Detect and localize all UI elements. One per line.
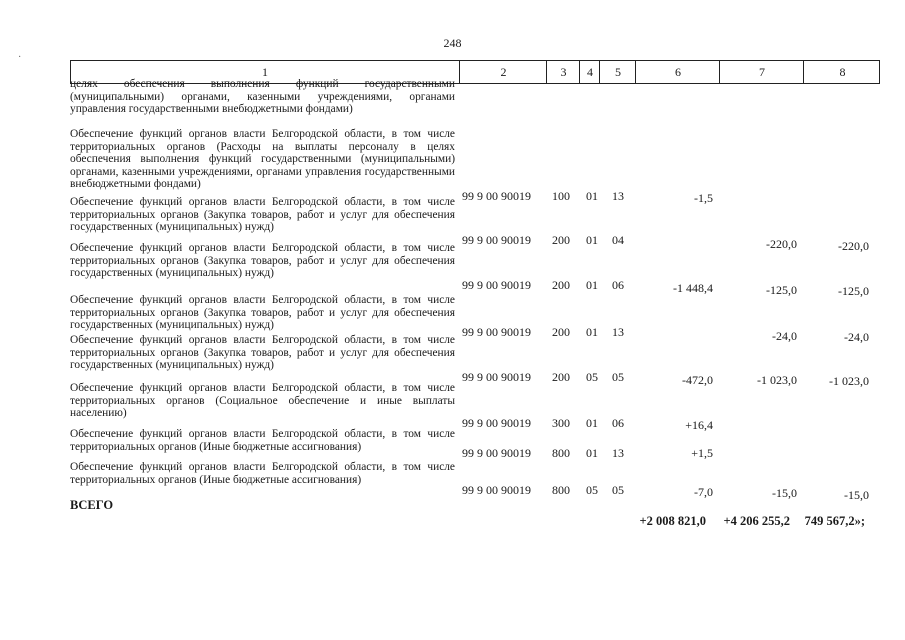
row-code: 99 9 00 90019 [462, 483, 531, 497]
header-col-2: 2 [459, 61, 547, 83]
row-description: Обеспечение функций органов власти Белгородской области, в том числе территориальных органов (Расходы на выплаты персоналу в целях обеспечения выполнения функций государственными (муниципальными) органами, казенными учреждениями, органами управления государственными внебюджетными фондами) [70, 128, 455, 190]
row-type: 200 [552, 233, 570, 247]
row-description: Обеспечение функций органов власти Белгородской области, в том числе территориальных органов (Иные бюджетные ассигнования) [70, 428, 455, 453]
row-col8: -125,0 [838, 284, 869, 298]
row-subsection: 06 [612, 416, 624, 430]
row-code: 99 9 00 90019 [462, 416, 531, 430]
row-col6: -1 448,4 [673, 281, 713, 295]
row-type: 100 [552, 189, 570, 203]
row-description: Обеспечение функций органов власти Белгородской области, в том числе территориальных органов (Социальное обеспечение и иные выплаты населению) [70, 382, 455, 419]
margin-mark: · [18, 52, 22, 63]
row-type: 300 [552, 416, 570, 430]
total-col7: +4 206 255,2 [723, 514, 790, 528]
row-description: Обеспечение функций органов власти Белгородской области, в том числе территориальных органов (Закупка товаров, работ и услуг для обеспечения государственных (муниципальных) нужд) [70, 294, 455, 331]
row-description: Обеспечение функций органов власти Белгородской области, в том числе территориальных органов (Иные бюджетные ассигнования) [70, 461, 455, 486]
row-type: 800 [552, 446, 570, 460]
row-col8: -220,0 [838, 239, 869, 253]
row-description: Обеспечение функций органов власти Белгородской области, в том числе территориальных органов (Закупка товаров, работ и услуг для обеспечения государственных (муниципальных) нужд) [70, 334, 455, 371]
row-subsection: 05 [612, 483, 624, 497]
row-code: 99 9 00 90019 [462, 370, 531, 384]
header-col-7: 7 [719, 61, 804, 83]
row-section: 01 [586, 325, 598, 339]
row-section: 05 [586, 483, 598, 497]
row-col6: +16,4 [685, 418, 713, 432]
row-col7: -15,0 [772, 486, 797, 500]
total-label: ВСЕГО [70, 498, 114, 512]
row-subsection: 04 [612, 233, 624, 247]
row-subsection: 05 [612, 370, 624, 384]
row-subsection: 13 [612, 325, 624, 339]
row-subsection: 06 [612, 278, 624, 292]
row-code: 99 9 00 90019 [462, 233, 531, 247]
row-code: 99 9 00 90019 [462, 446, 531, 460]
row-code: 99 9 00 90019 [462, 278, 531, 292]
row-section: 01 [586, 189, 598, 203]
header-col-6: 6 [635, 61, 720, 83]
row-subsection: 13 [612, 446, 624, 460]
header-col-1: 1 [262, 64, 268, 79]
header-col-8: 8 [803, 61, 881, 83]
row-col7: -220,0 [766, 237, 797, 251]
row-description: Обеспечение функций органов власти Белгородской области, в том числе территориальных органов (Закупка товаров, работ и услуг для обеспечения государственных (муниципальных) нужд) [70, 242, 455, 279]
row-type: 800 [552, 483, 570, 497]
row-section: 05 [586, 370, 598, 384]
row-subsection: 13 [612, 189, 624, 203]
row-section: 01 [586, 278, 598, 292]
row-description: Обеспечение функций органов власти Белгородской области, в том числе территориальных органов (Закупка товаров, работ и услуг для обеспечения государственных (муниципальных) нужд) [70, 196, 455, 233]
row-col7: -24,0 [772, 329, 797, 343]
row-type: 200 [552, 370, 570, 384]
row-col7: -1 023,0 [757, 373, 797, 387]
row-col6: +1,5 [691, 446, 713, 460]
row-type: 200 [552, 325, 570, 339]
header-col-3: 3 [546, 61, 580, 83]
row-col7: -125,0 [766, 283, 797, 297]
row-section: 01 [586, 416, 598, 430]
row-code: 99 9 00 90019 [462, 189, 531, 203]
row-type: 200 [552, 278, 570, 292]
row-section: 01 [586, 446, 598, 460]
row-col8: -15,0 [844, 488, 869, 502]
row-description: целях обеспечения выполнения функций государственными (муниципальными) органами, казенными учреждениями, органами управления государственными внебюджетными фондами) [70, 78, 455, 115]
row-section: 01 [586, 233, 598, 247]
total-col6: +2 008 821,0 [639, 514, 706, 528]
row-col6: -7,0 [694, 485, 713, 499]
page-number: 248 [443, 36, 462, 50]
row-col6: -1,5 [694, 191, 713, 205]
header-col-4: 4 [579, 61, 600, 83]
row-col8: -1 023,0 [829, 374, 869, 388]
header-col-5: 5 [599, 61, 636, 83]
total-col8: 749 567,2»; [804, 514, 865, 528]
row-code: 99 9 00 90019 [462, 325, 531, 339]
row-col8: -24,0 [844, 330, 869, 344]
row-col6: -472,0 [682, 373, 713, 387]
